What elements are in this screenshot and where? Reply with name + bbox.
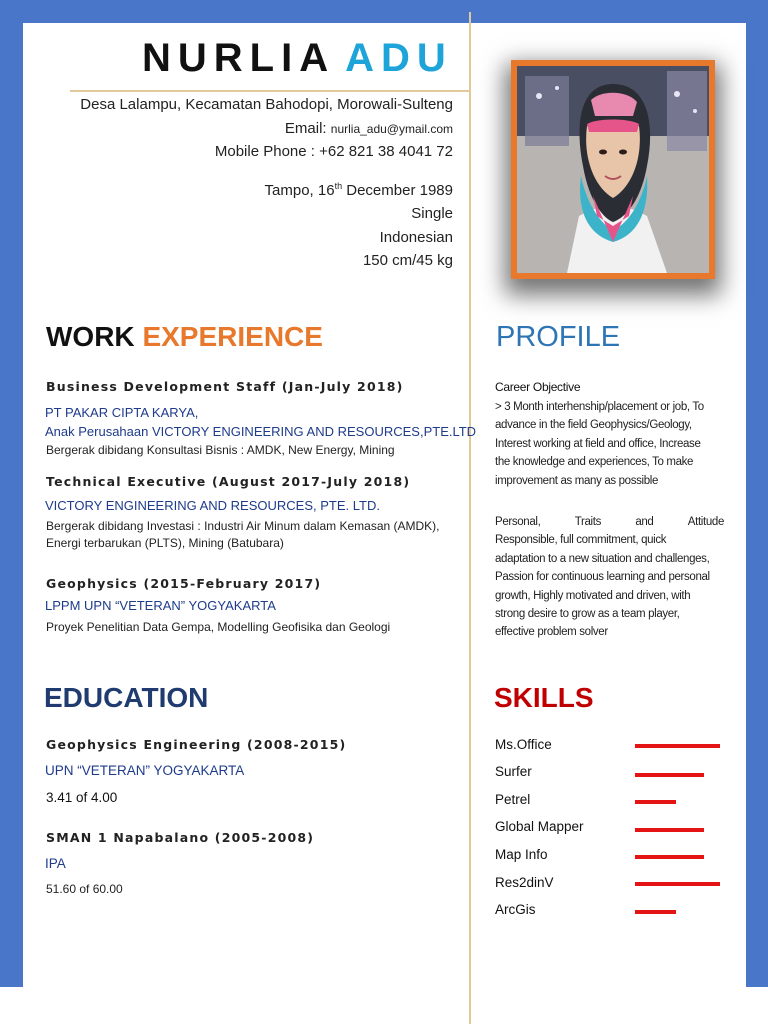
- birth-date: [265, 181, 453, 199]
- job-company: PT PAKAR CIPTA KARYA,: [45, 405, 199, 420]
- traits-heading-word: Attitude: [687, 516, 724, 528]
- bottom-margin: [0, 987, 768, 1024]
- profile-title: PROFILE: [496, 321, 621, 353]
- education-title: EDUCATION: [44, 682, 209, 713]
- job-description: Bergerak dibidang Konsultasi Bisnis : AMDK, New Energy, Mining: [46, 443, 395, 457]
- career-line: advance in the field Geophysics/Geology,: [495, 419, 692, 432]
- education-program: SMAN 1 Napabalano (2005-2008): [46, 830, 315, 845]
- column-divider: [469, 12, 471, 1024]
- height-weight: 150 cm/45 kg: [362, 252, 453, 269]
- skill-level-bar: [635, 855, 704, 859]
- career-objective-heading: Career Objective: [495, 380, 581, 394]
- header-divider: [70, 90, 469, 92]
- work-experience-title-word2: EXPERIENCE: [142, 321, 323, 352]
- traits-line: effective problem solver: [495, 626, 608, 639]
- candidate-name: [142, 36, 453, 81]
- skill-level-bar: [635, 800, 676, 804]
- first-name: NURLIA: [142, 36, 336, 80]
- traits-line: Responsible, full commitment, quick: [495, 534, 667, 547]
- nationality: Indonesian: [379, 229, 453, 246]
- education-school: UPN “VETERAN” YOGYAKARTA: [45, 763, 245, 778]
- skill-level-bar: [635, 882, 720, 886]
- job-company: Anak Perusahaan VICTORY ENGINEERING AND RESOURCES,PTE.LTD: [45, 424, 477, 439]
- mobile-phone: Mobile Phone : +62 821 38 4041 72: [214, 143, 453, 160]
- traits-line: adaptation to a new situation and challenges,: [495, 552, 710, 565]
- career-line: Interest working at field and office, Increase: [495, 437, 701, 450]
- birth-place-day: Tampo, 16: [264, 182, 335, 199]
- skill-name: Surfer: [495, 764, 532, 779]
- education-program: Geophysics Engineering (2008-2015): [46, 737, 347, 752]
- skill-level-bar: [635, 773, 704, 777]
- personal-traits: [495, 513, 724, 642]
- email: [285, 120, 453, 137]
- traits-heading: [495, 513, 724, 531]
- job-company: VICTORY ENGINEERING AND RESOURCES, PTE. LTD.: [45, 498, 380, 513]
- traits-heading-word: Personal,: [495, 516, 541, 528]
- work-experience-title: [46, 321, 323, 353]
- skills-title: SKILLS: [494, 682, 594, 713]
- education-score: 51.60 of 60.00: [46, 882, 123, 896]
- job-title: Geophysics (2015-February 2017): [46, 576, 322, 591]
- work-experience-title-word1: WORK: [46, 321, 135, 352]
- email-label: Email:: [284, 120, 331, 137]
- skill-name: Res2dinV: [495, 875, 554, 890]
- traits-heading-word: and: [635, 516, 654, 528]
- career-objective-text: [495, 398, 724, 490]
- career-line: > 3 Month interhenship/placement or job, To: [495, 401, 704, 413]
- skill-name: ArcGis: [495, 902, 536, 917]
- education-score: 3.41 of 4.00: [46, 790, 118, 805]
- profile-photo-frame: [511, 60, 715, 279]
- job-title: Business Development Staff (Jan-July 2018): [46, 379, 404, 394]
- traits-line: strong desire to grow as a team player,: [495, 608, 680, 621]
- skill-name: Global Mapper: [495, 819, 584, 834]
- address: Desa Lalampu, Kecamatan Bahodopi, Morowali-Sulteng: [80, 96, 453, 113]
- profile-photo: [517, 66, 709, 273]
- skill-level-bar: [635, 828, 704, 832]
- job-description: Energi terbarukan (PLTS), Mining (Batubara): [46, 536, 284, 550]
- job-description: Bergerak dibidang Investasi : Industri Air Minum dalam Kemasan (AMDK),: [46, 519, 440, 533]
- job-description: Proyek Penelitian Data Gempa, Modelling Geofisika dan Geologi: [46, 620, 391, 634]
- job-title: Technical Executive (August 2017-July 2018): [46, 474, 411, 489]
- traits-line: growth, Highly motivated and driven, with: [495, 589, 691, 602]
- marital-status: Single: [411, 205, 453, 222]
- career-line: improvement as many as possible: [495, 474, 659, 487]
- birth-day-suffix: th: [334, 181, 343, 191]
- profile-photo-illustration: [517, 66, 709, 273]
- skill-name: Ms.Office: [495, 737, 552, 752]
- job-company: LPPM UPN “VETERAN” YOGYAKARTA: [45, 598, 276, 613]
- education-school: IPA: [45, 856, 66, 871]
- skill-level-bar: [635, 910, 676, 914]
- traits-heading-word: Traits: [574, 516, 601, 528]
- skill-level-bar: [635, 744, 720, 748]
- last-name: ADU: [345, 36, 453, 80]
- career-line: the knowledge and experiences, To make: [495, 456, 694, 469]
- traits-line: Passion for continuous learning and personal: [495, 571, 710, 584]
- skill-name: Petrel: [495, 792, 531, 807]
- skill-name: Map Info: [495, 847, 548, 862]
- birth-month-year: December 1989: [342, 182, 453, 199]
- email-value[interactable]: nurlia_adu@ymail.com: [330, 122, 453, 136]
